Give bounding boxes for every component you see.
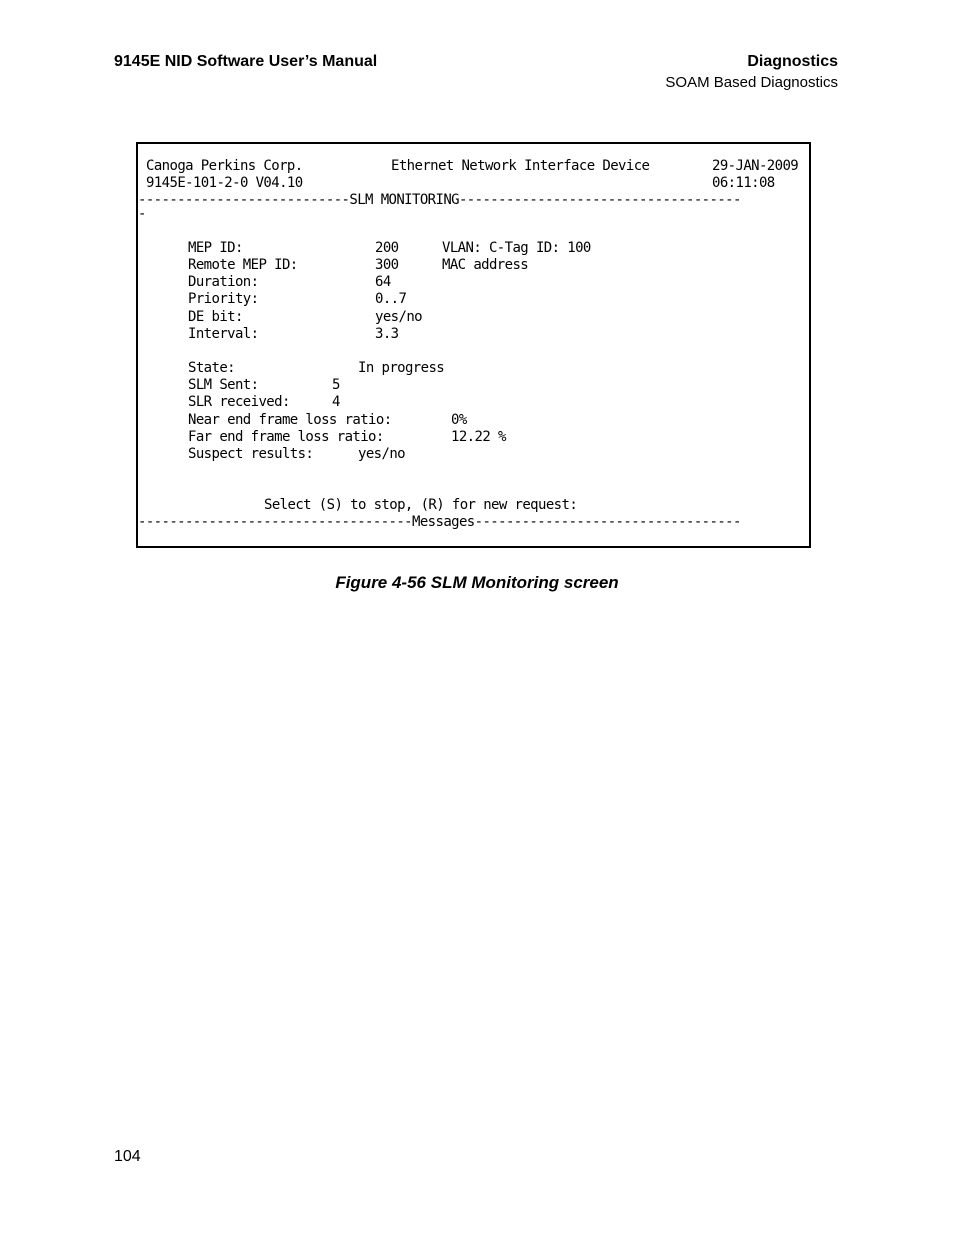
figure-caption: Figure 4-56 SLM Monitoring screen <box>335 573 619 592</box>
page-number: 104 <box>114 1148 141 1165</box>
near-end-loss-label: Near end frame loss ratio: <box>188 412 392 428</box>
command-prompt[interactable]: Select (S) to stop, (R) for new request: <box>264 497 578 513</box>
slm-sent-label: SLM Sent: <box>188 377 259 393</box>
suspect-results-label: Suspect results: <box>188 446 314 462</box>
separator-wrap: - <box>138 206 146 222</box>
far-end-loss-value: 12.22 % <box>451 429 506 445</box>
duration-label: Duration: <box>188 274 259 290</box>
section-title: SOAM Based Diagnostics <box>665 74 838 91</box>
mac-address-label: MAC address <box>442 257 529 273</box>
messages-separator: -----------------------------------Messages---------------------------------- <box>138 514 741 530</box>
interval-value: 3.3 <box>375 326 399 342</box>
vlan-label: VLAN: C-Tag ID: 100 <box>442 240 591 256</box>
slm-sent-value: 5 <box>332 377 340 393</box>
company-name: Canoga Perkins Corp. <box>146 158 303 174</box>
slr-received-label: SLR received: <box>188 394 290 410</box>
slm-monitoring-separator: ---------------------------SLM MONITORING------------------------------------ <box>138 192 741 208</box>
priority-value: 0..7 <box>375 291 407 307</box>
manual-title: 9145E NID Software User’s Manual <box>114 53 378 70</box>
suspect-results-value: yes/no <box>358 446 405 462</box>
mep-id-label: MEP ID: <box>188 240 243 256</box>
remote-mep-id-label: Remote MEP ID: <box>188 257 298 273</box>
software-version: 9145E-101-2-0 V04.10 <box>146 175 303 191</box>
duration-value: 64 <box>375 274 391 290</box>
remote-mep-id-value: 300 <box>375 257 399 273</box>
chapter-title: Diagnostics <box>747 53 838 70</box>
screen-date: 29-JAN-2009 <box>712 158 799 174</box>
device-name: Ethernet Network Interface Device <box>391 158 650 174</box>
de-bit-value: yes/no <box>375 309 422 325</box>
slr-received-value: 4 <box>332 394 340 410</box>
state-label: State: <box>188 360 235 376</box>
far-end-loss-label: Far end frame loss ratio: <box>188 429 384 445</box>
mep-id-value: 200 <box>375 240 399 256</box>
screen-time: 06:11:08 <box>712 175 775 191</box>
interval-label: Interval: <box>188 326 259 342</box>
state-value: In progress <box>358 360 445 376</box>
near-end-loss-value: 0% <box>451 412 467 428</box>
de-bit-label: DE bit: <box>188 309 243 325</box>
terminal-screen <box>136 142 811 548</box>
priority-label: Priority: <box>188 291 259 307</box>
